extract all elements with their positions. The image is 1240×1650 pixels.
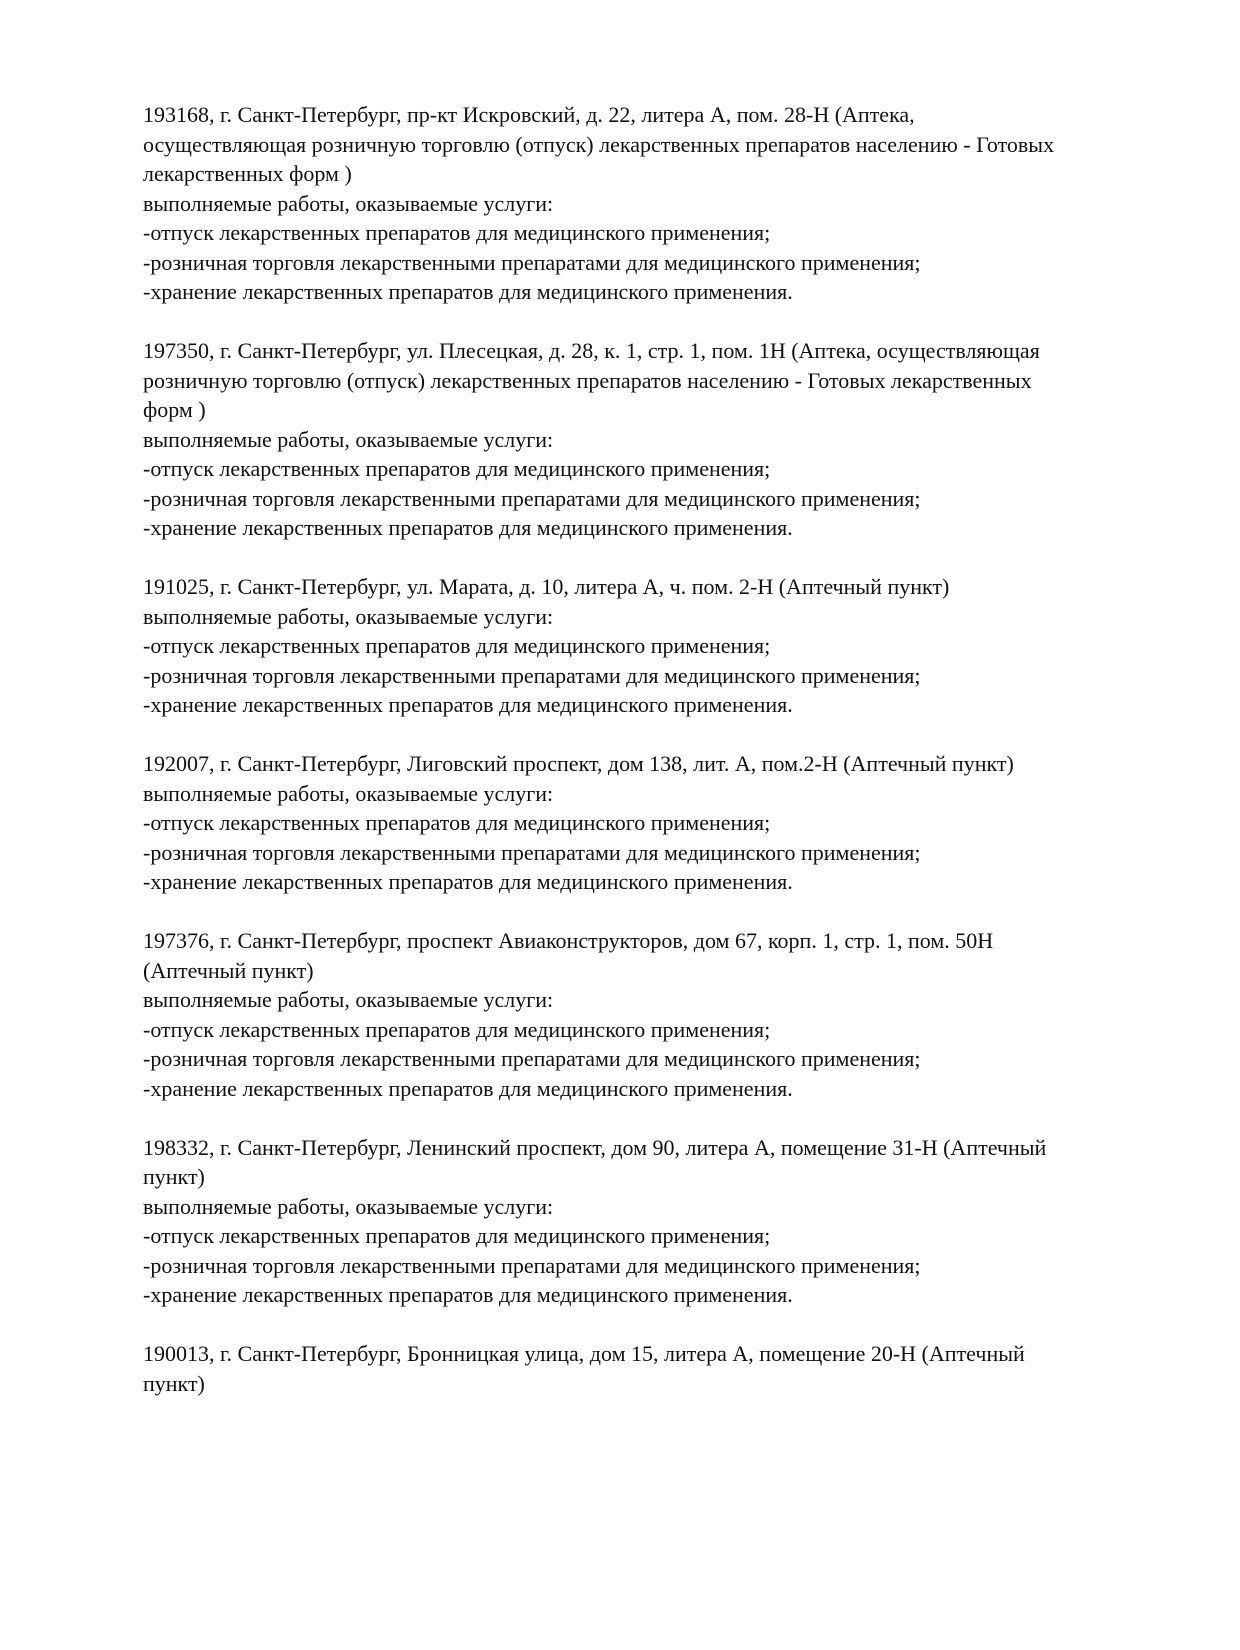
services-heading: выполняемые работы, оказываемые услуги: xyxy=(143,603,554,629)
address-line: 192007, г. Санкт-Петербург, Лиговский проспект, дом 138, лит. А, пом.2-Н (Аптечный пункт) xyxy=(143,751,1014,776)
service-item: -розничная торговля лекарственными препаратами для медицинского применения; xyxy=(143,485,921,511)
service-item: -хранение лекарственных препаратов для медицинского применения. xyxy=(143,279,793,304)
pharmacy-entry xyxy=(143,100,1163,307)
address-line: пункт) xyxy=(143,1164,205,1189)
service-item: -хранение лекарственных препаратов для медицинского применения. xyxy=(143,1075,793,1101)
service-item: -отпуск лекарственных препаратов для медицинского применения; xyxy=(143,810,771,835)
service-item: -розничная торговля лекарственными препаратами для медицинского применения; xyxy=(143,662,921,688)
pharmacy-entry xyxy=(143,572,1163,720)
pharmacy-entry xyxy=(143,1339,1163,1398)
services-heading: выполняемые работы, оказываемые услуги: xyxy=(143,190,554,216)
address-line: пункт) xyxy=(143,1370,205,1396)
pharmacy-entry xyxy=(143,336,1163,543)
service-item: -отпуск лекарственных препаратов для медицинского применения; xyxy=(143,220,771,245)
address-line: (Аптечный пункт) xyxy=(143,957,314,983)
service-item: -розничная торговля лекарственными препаратами для медицинского применения; xyxy=(143,249,921,275)
document-page xyxy=(143,100,1163,1428)
service-item: -хранение лекарственных препаратов для медицинского применения. xyxy=(143,869,793,894)
service-item: -отпуск лекарственных препаратов для медицинского применения; xyxy=(143,633,771,658)
services-heading: выполняемые работы, оказываемые услуги: xyxy=(143,426,554,452)
address-line: 197350, г. Санкт-Петербург, ул. Плесецкая, д. 28, к. 1, стр. 1, пом. 1Н (Аптека, осуществляющая xyxy=(143,338,1040,363)
pharmacy-entry xyxy=(143,749,1163,897)
address-line: розничную торговлю (отпуск) лекарственных препаратов населению - Готовых лекарственных xyxy=(143,367,1032,393)
service-item: -отпуск лекарственных препаратов для медицинского применения; xyxy=(143,1016,771,1042)
service-item: -хранение лекарственных препаратов для медицинского применения. xyxy=(143,1282,793,1307)
address-line: 193168, г. Санкт-Петербург, пр-кт Искровский, д. 22, литера А, пом. 28-Н (Аптека, xyxy=(143,102,915,127)
address-line: 190013, г. Санкт-Петербург, Бронницкая улица, дом 15, литера А, помещение 20-Н (Аптечный xyxy=(143,1341,1025,1366)
address-line: осуществляющая розничную торговлю (отпуск) лекарственных препаратов населению - Готовых xyxy=(143,131,1055,157)
address-line: лекарственных форм ) xyxy=(143,161,352,186)
service-item: -хранение лекарственных препаратов для медицинского применения. xyxy=(143,515,793,540)
service-item: -розничная торговля лекарственными препаратами для медицинского применения; xyxy=(143,839,921,865)
address-line: 198332, г. Санкт-Петербург, Ленинский проспект, дом 90, литера А, помещение 31-Н (Аптечный xyxy=(143,1134,1047,1160)
service-item: -отпуск лекарственных препаратов для медицинского применения; xyxy=(143,1223,771,1248)
service-item: -отпуск лекарственных препаратов для медицинского применения; xyxy=(143,456,771,481)
services-heading: выполняемые работы, оказываемые услуги: xyxy=(143,987,554,1012)
service-item: -хранение лекарственных препаратов для медицинского применения. xyxy=(143,692,793,717)
address-line: 197376, г. Санкт-Петербург, проспект Авиаконструкторов, дом 67, корп. 1, стр. 1, пом. 50Н xyxy=(143,928,994,953)
address-line: форм ) xyxy=(143,397,206,422)
pharmacy-entry xyxy=(143,926,1163,1103)
pharmacy-entry xyxy=(143,1133,1163,1310)
service-item: -розничная торговля лекарственными препаратами для медицинского применения; xyxy=(143,1046,921,1071)
services-heading: выполняемые работы, оказываемые услуги: xyxy=(143,1193,554,1219)
service-item: -розничная торговля лекарственными препаратами для медицинского применения; xyxy=(143,1252,921,1278)
address-line: 191025, г. Санкт-Петербург, ул. Марата, д. 10, литера А, ч. пом. 2-Н (Аптечный пункт) xyxy=(143,574,950,599)
services-heading: выполняемые работы, оказываемые услуги: xyxy=(143,780,554,806)
